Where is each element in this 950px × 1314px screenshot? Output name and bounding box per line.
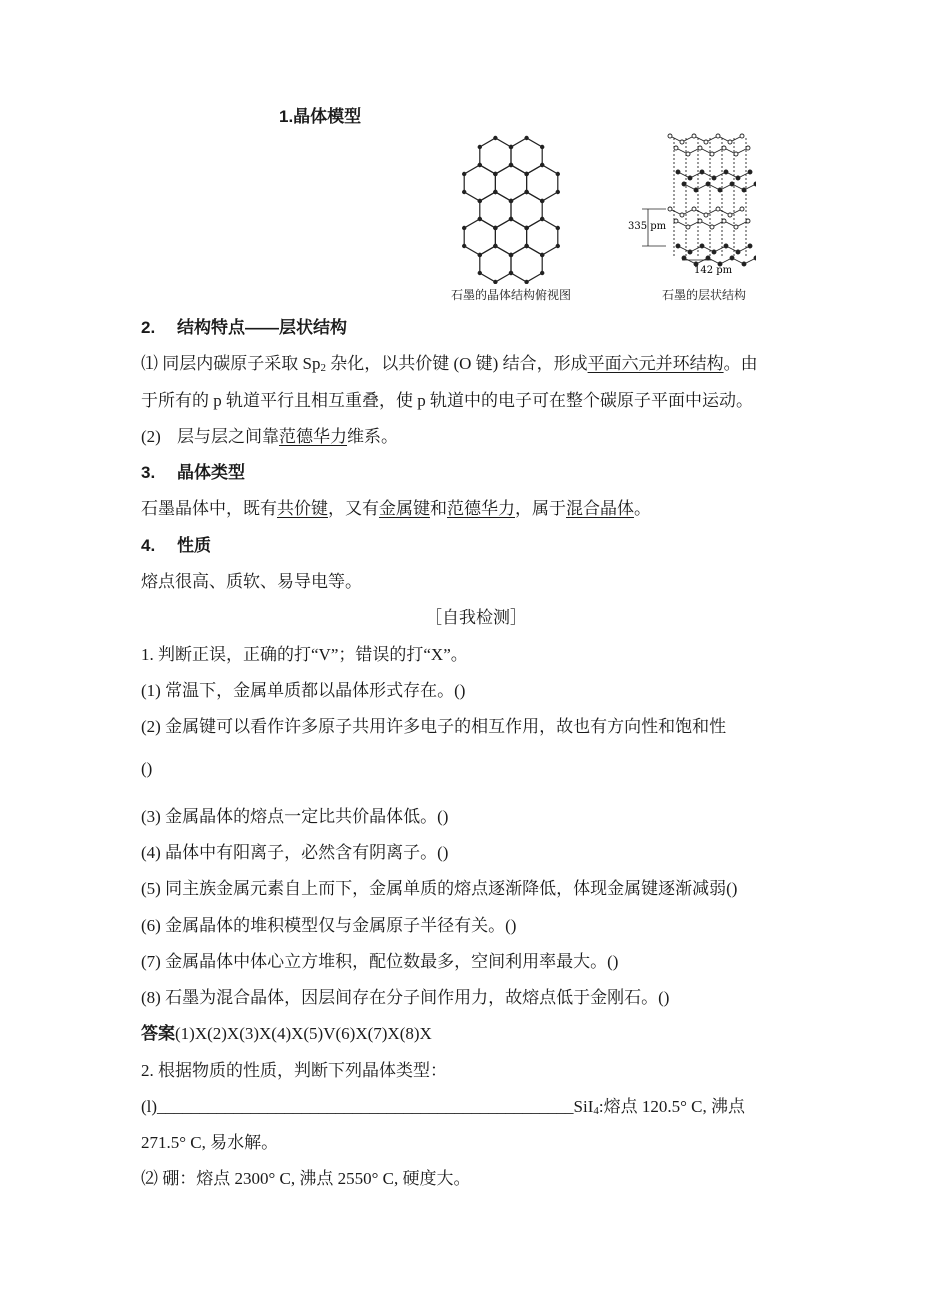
question-1-item: (5) 同主族金属元素自上而下，金属单质的熔点逐渐降低，体现金属键逐渐减弱() <box>141 879 738 898</box>
caption-layer-structure: 石墨的层状结构 <box>662 288 747 302</box>
section-2-heading: 2. 结构特点——层状结构 <box>141 318 347 337</box>
section-4-text: 熔点很高、质软、易导电等。 <box>141 572 362 591</box>
graphite-layer-structure-figure <box>626 126 756 286</box>
question-1-item: (2) 金属键可以看作许多原子共用许多电子的相互作用，故也有方向性和饱和性 <box>141 717 727 736</box>
question-1-item: () <box>141 759 153 778</box>
section-2-para-2: (2) 层与层之间靠范德华力维系。 <box>141 427 398 446</box>
section-3-text: 石墨晶体中，既有共价键，又有金属键和范德华力，属于混合晶体。 <box>141 499 651 518</box>
question-2-item-1: (l)_________________________________________________SiI$_4$:熔点 120.5° C, 沸点 <box>141 1097 746 1117</box>
section-3-heading: 3. 晶体类型 <box>141 463 245 482</box>
section-2-para-1-line2: 于所有的 p 轨道平行且相互重叠，使 p 轨道中的电子可在整个碳原子平面中运动。 <box>141 391 753 410</box>
question-1-item: (1) 常温下，金属单质都以晶体形式存在。() <box>141 681 466 700</box>
question-1-item: (8) 石墨为混合晶体，因层间存在分子间作用力，故熔点低于金刚石。() <box>141 988 670 1007</box>
label-142pm: 142 pm <box>694 265 733 276</box>
question-2: 2. 根据物质的性质，判断下列晶体类型： <box>141 1061 447 1080</box>
label-335pm: 335 pm <box>628 221 667 232</box>
answer-line: 答案(1)X(2)X(3)X(4)X(5)V(6)X(7)X(8)X <box>141 1024 432 1043</box>
self-check-heading: ［自我检测］ <box>425 608 527 627</box>
caption-top-view: 石墨的晶体结构俯视图 <box>451 288 572 302</box>
question-1: 1. 判断正误，正确的打“V”；错误的打“X”。 <box>141 645 468 664</box>
question-1-item: (6) 金属晶体的堆积模型仅与金属原子半径有关。() <box>141 916 517 935</box>
section-2-para-1: ⑴ 同层内碳原子采取 $Sp_2$ 杂化，以共价键 (O 键) 结合，形成平面六元并环结构。由 <box>141 354 758 374</box>
question-2-item-1-cont: 271.5° C, 易水解。 <box>141 1133 279 1152</box>
question-2-item-2: ⑵ 硼：熔点 2300° C, 沸点 2550° C, 硬度大。 <box>141 1169 471 1188</box>
question-1-item: (4) 晶体中有阳离子，必然含有阴离子。() <box>141 843 449 862</box>
question-1-item: (7) 金属晶体中体心立方堆积，配位数最多，空间利用率最大。() <box>141 952 619 971</box>
graphite-top-view-figure <box>436 126 586 284</box>
answer-van-der-waals: 范德华力 <box>279 427 347 446</box>
section-title-crystal-model: 1.晶体模型 <box>279 107 362 126</box>
section-4-heading: 4. 性质 <box>141 536 211 555</box>
question-1-item: (3) 金属晶体的熔点一定比共价晶体低。() <box>141 807 449 826</box>
answer-planar-hexagonal: 平面六元并环结构 <box>587 354 724 373</box>
